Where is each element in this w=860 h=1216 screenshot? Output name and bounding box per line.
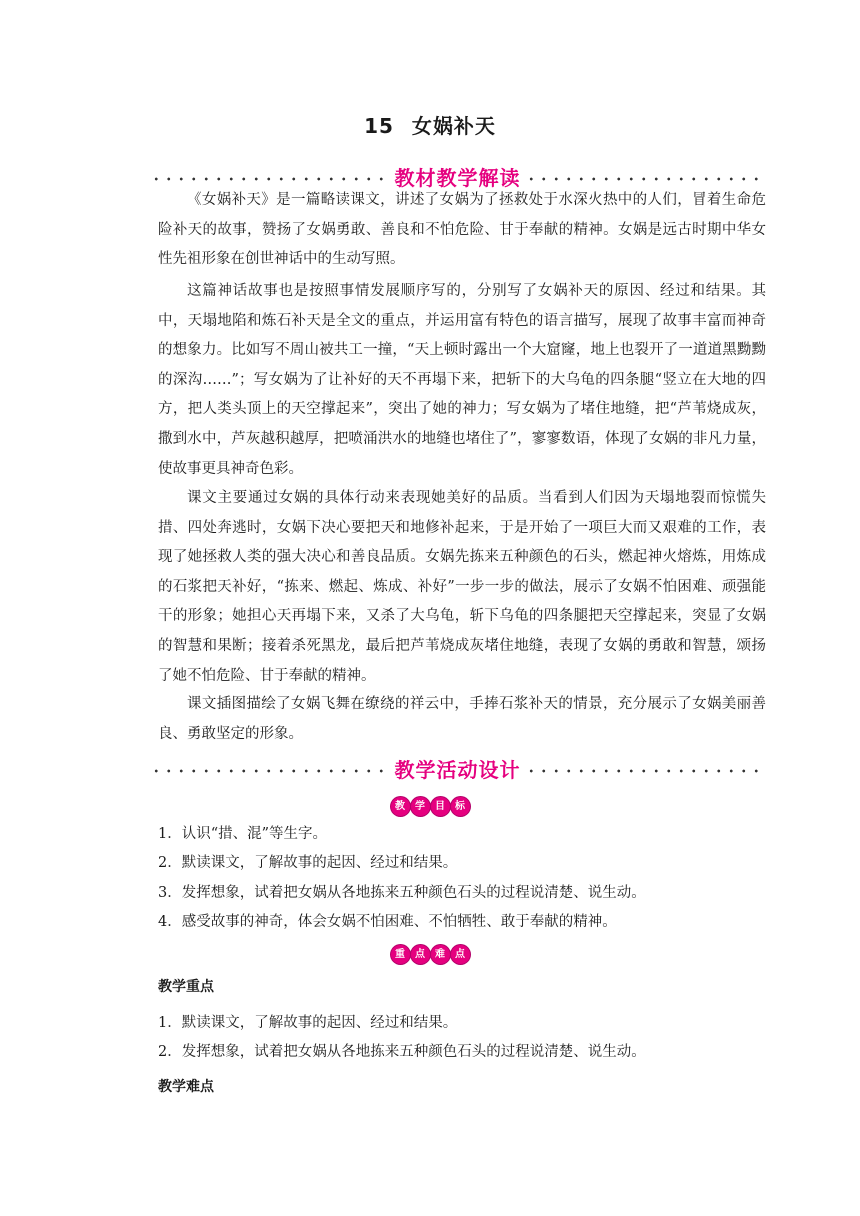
section-banner-activity-design (150, 756, 765, 784)
badge-char: 点 (451, 945, 470, 964)
badge-char: 目 (431, 797, 450, 816)
objective-item: 4．感受故事的神奇，体会女娲不怕困难、不怕牺牲、敢于奉献的精神。 (158, 914, 617, 930)
badge-char: 标 (451, 797, 470, 816)
paragraph-4: 课文插图描绘了女娲飞舞在缭绕的祥云中，手捧石浆补天的情景，充分展示了女娲美丽善良、勇敢坚定的形象。 (158, 696, 766, 742)
badge-char: 点 (411, 945, 430, 964)
objective-item: 2．默读课文，了解故事的起因、经过和结果。 (158, 855, 458, 871)
key-point-item: 2．发挥想象，试着把女娲从各地拣来五种颜色石头的过程说清楚、说生动。 (158, 1044, 646, 1060)
section-heading: 教学活动设计 (391, 758, 525, 782)
lesson-title (0, 112, 860, 140)
key-difficult-badge (0, 942, 860, 964)
section-heading: 教材教学解读 (391, 166, 525, 190)
badge-char: 学 (411, 797, 430, 816)
objective-item: 1．认识“措、混”等生字。 (158, 826, 328, 842)
paragraph-1: 《女娲补天》是一篇略读课文，讲述了女娲为了拯救处于水深火热中的人们，冒着生命危险补天的故事，赞扬了女娲勇敢、善良和不怕危险、甘于奉献的精神。女娲是远古时期中华女性先祖形象在创世神话中的生动写照。 (158, 192, 766, 268)
lesson-name: 女娲补天 (411, 114, 496, 138)
key-points-heading: 教学重点 (158, 979, 214, 995)
paragraph-2: 这篇神话故事也是按照事情发展顺序写的，分别写了女娲补天的原因、经过和结果。其中，天塌地陷和炼石补天是全文的重点，并运用富有特色的语言描写，展现了故事丰富而神奇的想象力。比如写不周山被共工一撞，“天上顿时露出一个大窟窿，地上也裂开了一道道黑黝黝的深沟……”；写女娲为了让补好的天不再塌下来，把斩下的大乌龟的四条腿“竖立在大地的四方，把人类头顶上的天空撑起来”，突出了她的神力；写女娲为了堵住地缝，把“芦苇烧成灰，撒到水中，芦灰越积越厚，把喷涌洪水的地缝也堵住了”，寥寥数语，体现了女娲的非凡力量，使故事更具神奇色彩。 (158, 283, 766, 477)
paragraph-3: 课文主要通过女娲的具体行动来表现她美好的品质。当看到人们因为天塌地裂而惊慌失措、四处奔逃时，女娲下决心要把天和地修补起来，于是开始了一项巨大而又艰难的工作，表现了她拯救人类的强大决心和善良品质。女娲先拣来五种颜色的石头，燃起神火熔炼，用炼成的石浆把天补好，“拣来、燃起、炼成、补好”一步一步的做法，展示了女娲不怕困难、顽强能干的形象；她担心天再塌下来，又杀了大乌龟，斩下乌龟的四条腿把天空撑起来，突显了女娲的智慧和果断；接着杀死黑龙，最后把芦苇烧成灰堵住地缝，表现了女娲的勇敢和智慧，颂扬了她不怕危险、甘于奉献的精神。 (158, 490, 766, 684)
key-point-item: 1．默读课文，了解故事的起因、经过和结果。 (158, 1015, 458, 1031)
lesson-number: 15 (364, 114, 394, 138)
badge-char: 教 (391, 797, 410, 816)
difficult-points-heading: 教学难点 (158, 1079, 214, 1095)
badge-char: 重 (391, 945, 410, 964)
objective-item: 3．发挥想象，试着把女娲从各地拣来五种颜色石头的过程说清楚、说生动。 (158, 885, 646, 901)
objectives-badge (0, 794, 860, 816)
badge-char: 难 (431, 945, 450, 964)
